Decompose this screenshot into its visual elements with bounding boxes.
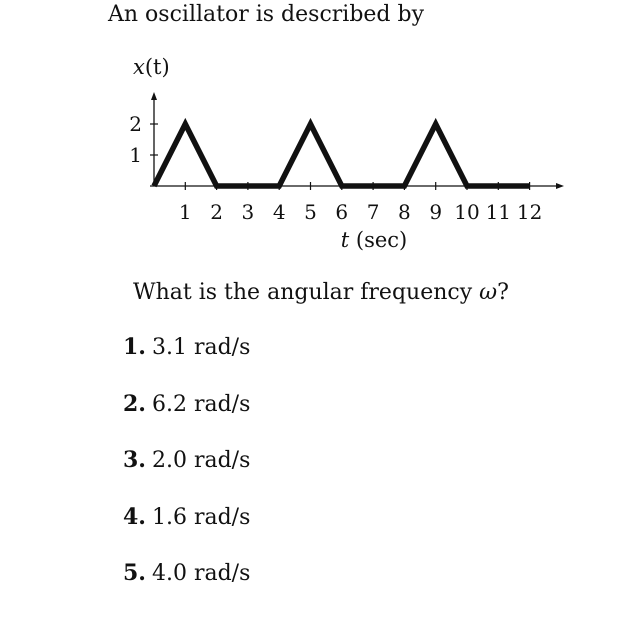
problem-intro: An oscillator is described by	[108, 2, 425, 27]
choice-text: 2.0 rad/s	[151, 448, 251, 473]
x-tick-label: 12	[516, 200, 543, 224]
choice-number: 3.	[123, 447, 146, 473]
choice-number: 4.	[123, 503, 146, 530]
x-tick-label: 8	[398, 200, 411, 224]
y-axis-label: x(t)	[133, 55, 170, 79]
x-tick-label: 3	[241, 200, 255, 224]
y-tick-label: 1	[129, 143, 142, 167]
choice-1[interactable]	[123, 334, 250, 391]
x-tick-label: 11	[485, 200, 512, 224]
x-tick-label: 7	[366, 200, 380, 224]
y-axis-arrow	[151, 92, 157, 100]
x-tick-label: 1	[178, 200, 192, 224]
choice-text: 4.0 rad/s	[151, 561, 251, 586]
x-tick-label: 5	[304, 200, 317, 224]
choice-4[interactable]	[123, 504, 250, 561]
choice-text: 3.1 rad/s	[151, 335, 251, 360]
x-tick-label: 2	[210, 200, 223, 224]
x-tick-label: 4	[272, 200, 286, 224]
x-axis-label: t (sec)	[340, 228, 408, 252]
signal-plot	[0, 0, 635, 260]
choice-text: 1.6 rad/s	[151, 504, 251, 530]
x-tick-label: 10	[454, 200, 480, 224]
omega-symbol: ω	[479, 280, 498, 305]
question-text	[133, 280, 509, 305]
choice-number: 5.	[123, 560, 146, 586]
y-tick-label: 2	[129, 112, 142, 136]
x-tick-label: 6	[335, 200, 349, 224]
choice-5[interactable]	[123, 560, 250, 617]
signal-waveform	[154, 124, 530, 186]
choice-number: 2.	[123, 390, 146, 417]
choice-text: 6.2 rad/s	[151, 391, 251, 417]
question-prefix: What is the angular frequency	[133, 280, 480, 305]
x-tick-label: 9	[429, 200, 443, 224]
choice-number: 1.	[123, 334, 146, 360]
answer-choices	[123, 334, 250, 617]
question-suffix: ?	[497, 280, 509, 305]
x-axis-arrow	[556, 183, 564, 189]
choice-2[interactable]	[123, 391, 250, 448]
choice-3[interactable]	[123, 447, 250, 504]
